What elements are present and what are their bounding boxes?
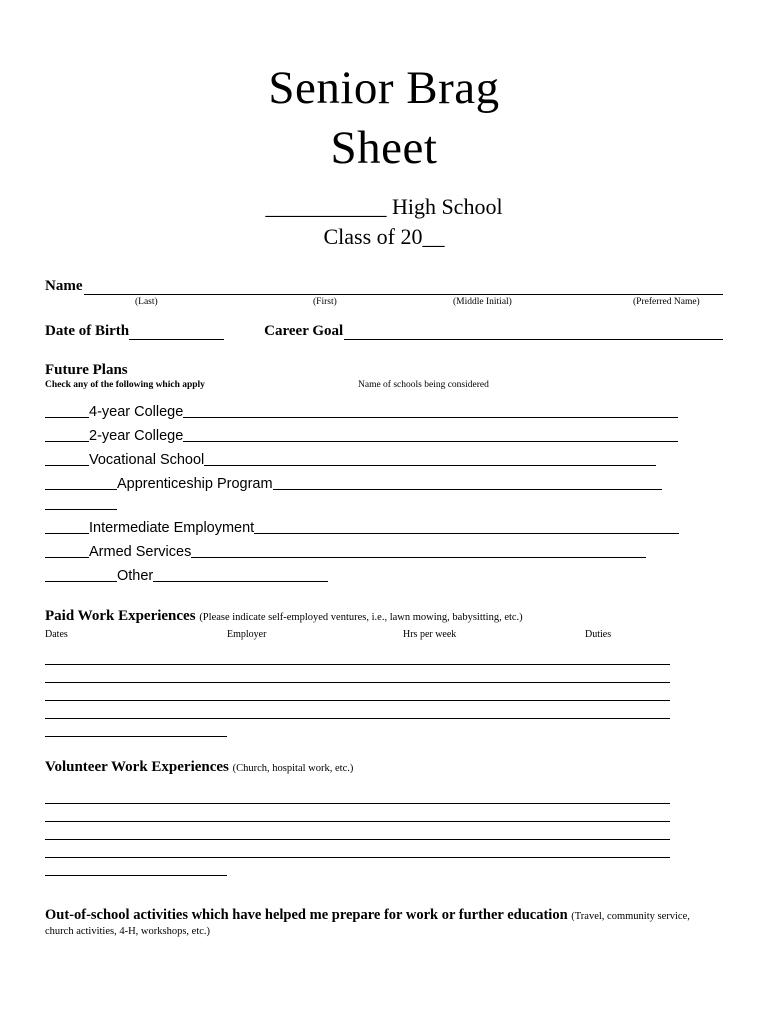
plan-label: Intermediate Employment bbox=[89, 520, 255, 537]
table-row[interactable] bbox=[45, 822, 670, 840]
plan-school-line[interactable] bbox=[254, 519, 679, 534]
table-row[interactable] bbox=[45, 647, 670, 665]
plan-checkbox-blank[interactable] bbox=[45, 403, 89, 418]
table-row[interactable] bbox=[45, 665, 670, 683]
name-label: Name bbox=[45, 277, 83, 294]
name-row bbox=[45, 278, 723, 295]
plan-label: 2-year College bbox=[89, 428, 184, 445]
future-plans-hint-right: Name of schools being considered bbox=[358, 379, 489, 390]
plan-row-4-year-college bbox=[45, 403, 723, 421]
plan-label: Vocational School bbox=[89, 452, 205, 469]
activities-note-line-2: church activities, 4-H, workshops, etc.) bbox=[45, 926, 211, 938]
plan-checkbox-blank[interactable] bbox=[45, 427, 89, 442]
name-captions bbox=[45, 297, 723, 311]
caption-last: (Last) bbox=[135, 296, 158, 307]
title-line-2: Sheet bbox=[330, 122, 438, 175]
caption-middle-initial: (Middle Initial) bbox=[453, 296, 512, 307]
paid-work-note: (Please indicate self-employed ventures, i.e., lawn mowing, babysitting, etc.) bbox=[199, 611, 523, 623]
volunteer-work-note: (Church, hospital work, etc.) bbox=[232, 762, 354, 774]
table-row[interactable] bbox=[45, 804, 670, 822]
table-row[interactable] bbox=[45, 840, 670, 858]
column-header-employer: Employer bbox=[227, 628, 267, 640]
activities-heading-text: Out-of-school activities which have helped me prepare for work or further education bbox=[45, 906, 568, 923]
plan-label: Other bbox=[117, 568, 154, 585]
column-header-duties: Duties bbox=[585, 628, 612, 640]
plan-school-line[interactable] bbox=[153, 567, 328, 582]
table-row[interactable] bbox=[45, 683, 670, 701]
plan-checkbox-blank[interactable] bbox=[45, 475, 117, 490]
volunteer-work-partial-row[interactable] bbox=[45, 858, 227, 876]
volunteer-work-heading bbox=[45, 759, 723, 776]
paid-work-rows bbox=[45, 647, 670, 719]
plan-row-intermediate-employment bbox=[45, 519, 723, 537]
plan-school-line[interactable] bbox=[191, 543, 646, 558]
plan-label: Apprenticeship Program bbox=[117, 476, 273, 493]
plan-checkbox-blank[interactable] bbox=[45, 519, 89, 534]
plan-row-vocational-school bbox=[45, 451, 723, 469]
plan-checkbox-blank[interactable] bbox=[45, 543, 89, 558]
career-goal-input-line[interactable] bbox=[344, 324, 723, 340]
plan-school-line[interactable] bbox=[183, 427, 678, 442]
activities-note-line-1: (Travel, community service, bbox=[571, 910, 690, 922]
dob-career-row bbox=[45, 323, 723, 340]
class-year-line: Class of 20__ bbox=[323, 224, 445, 249]
school-class-block bbox=[45, 192, 723, 251]
plan-checkbox-blank[interactable] bbox=[45, 567, 117, 582]
plan-label: 4-year College bbox=[89, 404, 184, 421]
title-line-1: Senior Brag bbox=[268, 62, 500, 114]
caption-preferred-name: (Preferred Name) bbox=[633, 296, 700, 307]
volunteer-work-rows bbox=[45, 786, 670, 858]
apprenticeship-continuation-line[interactable] bbox=[45, 497, 117, 510]
plan-school-line[interactable] bbox=[273, 475, 662, 490]
column-header-dates: Dates bbox=[45, 628, 68, 640]
future-plans-hints bbox=[45, 380, 723, 394]
table-row[interactable] bbox=[45, 786, 670, 804]
date-of-birth-label: Date of Birth bbox=[45, 322, 130, 339]
column-header-hrs-per-week: Hrs per week bbox=[403, 628, 457, 640]
future-plans-heading: Future Plans bbox=[45, 361, 128, 378]
name-input-line[interactable] bbox=[84, 279, 724, 295]
caption-first: (First) bbox=[313, 296, 337, 307]
plan-label: Armed Services bbox=[89, 544, 192, 561]
paid-work-heading bbox=[45, 608, 723, 625]
paid-work-partial-row[interactable] bbox=[45, 719, 227, 737]
career-goal-label: Career Goal bbox=[264, 322, 344, 339]
future-plans-hint-left: Check any of the following which apply bbox=[45, 379, 205, 390]
paid-work-column-headers bbox=[45, 629, 723, 643]
school-line: ___________ High School bbox=[265, 194, 503, 220]
date-of-birth-input-line[interactable] bbox=[129, 324, 224, 340]
plan-row-2-year-college bbox=[45, 427, 723, 445]
plan-row-other bbox=[45, 567, 723, 585]
plan-row-armed-services bbox=[45, 543, 723, 561]
plan-school-line[interactable] bbox=[183, 403, 678, 418]
page-title bbox=[45, 58, 723, 178]
table-row[interactable] bbox=[45, 701, 670, 719]
paid-work-heading-text: Paid Work Experiences bbox=[45, 607, 196, 624]
plan-checkbox-blank[interactable] bbox=[45, 451, 89, 466]
activities-heading bbox=[45, 906, 723, 940]
plan-row-apprenticeship-program bbox=[45, 475, 723, 493]
plan-school-line[interactable] bbox=[204, 451, 656, 466]
volunteer-work-heading-text: Volunteer Work Experiences bbox=[45, 758, 229, 775]
